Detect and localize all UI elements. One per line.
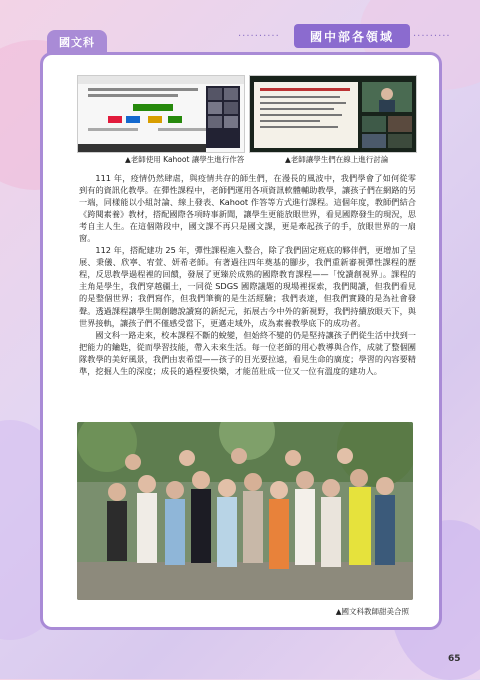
subject-tab: 國文科: [47, 30, 107, 54]
teachers-group-image: [77, 422, 413, 600]
title-dots-left: ··········: [238, 31, 280, 42]
section-title: 國中部各領域: [294, 24, 410, 48]
paragraph-2: 112 年，搭配建功 25 年，彈性課程進入整合，除了我們固定班底的夥伴們，更增加了呈展、秉儀、欣寧、宥萱、妍希老師。有著過往四年奠基的腳步，我們重新審視彈性課程的歷程，反思教學過程裡的回饋，發展了更臻於成熟的國際教育課程——「悅讀創視界」。課程的主角是學生，我們穿越疆土，一同從 SDGS 國際議題的現場裡探索，我們閱讀，但我們看見的是整個世界；我們寫作，但我們筆衝的是生活經驗；我們表達，但我們實踐的是為社會發聲。透過課程讓學生開創聽說讀寫的新紀元，拓展古今中外的新視野，我們持續放眼天下，與世界接軌，讓孩子們不僅感受當下，更邁走域外，成為素養教學底下的成功者。: [79, 245, 416, 328]
paragraph-3: 國文科一路走來，校本課程不斷的蛻變，但始終不變的仍是堅持讓孩子們從生活中找到一把能力的鑰匙，從而學習技能，帶入未來生活。每一位老師的用心教導與合作，成就了整個團隊教學的美好風景，我們由衷希望——孩子的目光要拉遠，看見生命的廣度；學習的內容要精準，挖掘人生的深度；成長的過程要快樂，才能茁壯成一位又一位有溫度的建功人。: [79, 329, 416, 376]
group-photo-caption: ▲國文科教師甜美合照: [335, 607, 409, 616]
content-card: [40, 52, 442, 630]
kahoot-caption: ▲老師使用 Kahoot 讓學生進行作答: [125, 155, 245, 164]
video-call-image: [250, 76, 416, 152]
online-caption: ▲老師讓學生們在線上進行討論: [285, 155, 389, 164]
page-number: 65: [448, 654, 461, 664]
online-discussion-screenshot: [249, 75, 417, 153]
kahoot-screenshot: [77, 75, 245, 153]
paragraph-1: 111 年，疫情仍然肆虐，與疫情共存的師生們，在漫長的風波中，我們學會了如何從零到有的資訊化教學。在彈性課程中，老師們運用各項資訊軟體輔助教學，讓孩子們在網路的另一端，同樣能以小組討論、線上發表、Kahoot 作答等方式進行課程。這個年度，教師們結合《跨閱素養》教材，搭配國際各項時事新聞，讓學生更能放眼世界，看見國際發生的現況，思考自主人生。在這個階段中，國文課不再只是國文課，更是牽起孩子的手，放眼世界的一扇窗。: [79, 173, 416, 244]
article-body: [79, 172, 416, 377]
kahoot-quiz-image: [78, 76, 244, 152]
title-dots-right: ·········: [413, 31, 451, 42]
group-photo: [77, 422, 413, 600]
